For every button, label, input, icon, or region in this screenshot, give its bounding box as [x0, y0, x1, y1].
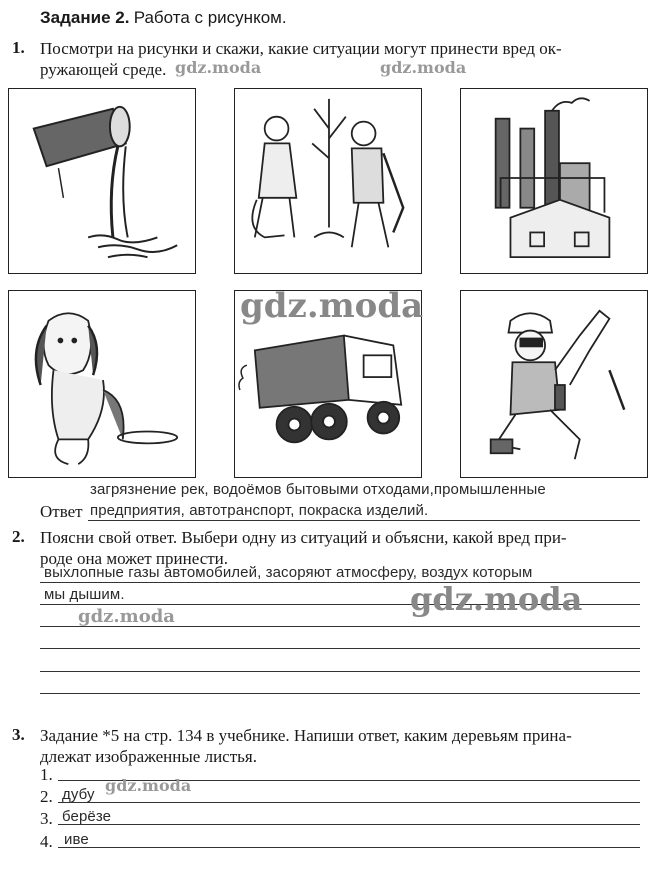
picture-planting-tree — [234, 88, 422, 274]
q1-answer-underline — [88, 520, 640, 521]
q2-answer-line-1: выхлопные газы автомобилей, засоряют атмосферу, воздух которым — [44, 564, 533, 581]
q3-number: 3. — [12, 725, 25, 744]
q2-line-2: роде она может принести. — [40, 549, 229, 568]
task-label: Задание 2. — [40, 8, 130, 27]
q3-item-4-number: 4. — [40, 832, 53, 851]
q3-item-3-answer: берёзе — [62, 808, 112, 825]
q1-number: 1. — [12, 38, 25, 57]
q1-answer-line-2: предприятия, автотранспорт, покраска изделий. — [90, 502, 429, 519]
q3-line-1: Задание *5 на стр. 134 в учебнике. Напиши ответ, каким деревьям прина- — [40, 726, 572, 745]
worker-with-bottle-icon — [461, 291, 647, 477]
q2-line-e — [40, 671, 640, 672]
q2-number: 2. — [12, 527, 25, 546]
children-planting-tree-icon — [235, 89, 421, 273]
q3-item-2-number: 2. — [40, 787, 53, 806]
q3-line-2: длежат изображенные листья. — [40, 747, 257, 766]
q3-item-3-line — [58, 824, 640, 825]
watermark-2: gdz.moda — [380, 58, 467, 77]
sad-dog-icon — [9, 291, 195, 477]
picture-worker — [460, 290, 648, 478]
watermark-4: gdz.moda — [410, 580, 583, 618]
pouring-pipe-icon — [9, 89, 195, 273]
watermark-3: gdz.moda — [240, 286, 424, 326]
watermark-1: gdz.moda — [175, 58, 262, 77]
picture-factory — [460, 88, 648, 274]
q3-item-4-line — [58, 847, 640, 848]
q2-line-1: Поясни свой ответ. Выбери одну из ситуаций и объясни, какой вред при- — [40, 528, 567, 547]
q2-answer-line-2: мы дышим. — [44, 586, 125, 603]
q3-item-4-answer: иве — [64, 831, 89, 848]
factory-chimneys-icon — [461, 89, 647, 273]
q2-line-f — [40, 693, 640, 694]
q1-answer-label: Ответ — [40, 502, 83, 521]
q1-answer-line-1: загрязнение рек, водоёмов бытовыми отходами,промышленные — [90, 481, 546, 498]
q1-line-1: Посмотри на рисунки и скажи, какие ситуации могут принести вред ок- — [40, 39, 562, 58]
q3-item-2-line — [58, 802, 640, 803]
q2-line-d — [40, 648, 640, 649]
q3-item-1-number: 1. — [40, 765, 53, 784]
q1-line-2: ружающей среде. — [40, 60, 167, 79]
picture-pouring-pipe — [8, 88, 196, 274]
q3-item-3-number: 3. — [40, 809, 53, 828]
task-subtitle: Работа с рисунком. — [133, 8, 287, 27]
watermark-6: gdz.moda — [105, 776, 192, 795]
watermark-5: gdz.moda — [78, 606, 175, 627]
q3-item-2-answer: дубу — [62, 786, 95, 803]
picture-dog — [8, 290, 196, 478]
task-title — [40, 8, 287, 28]
